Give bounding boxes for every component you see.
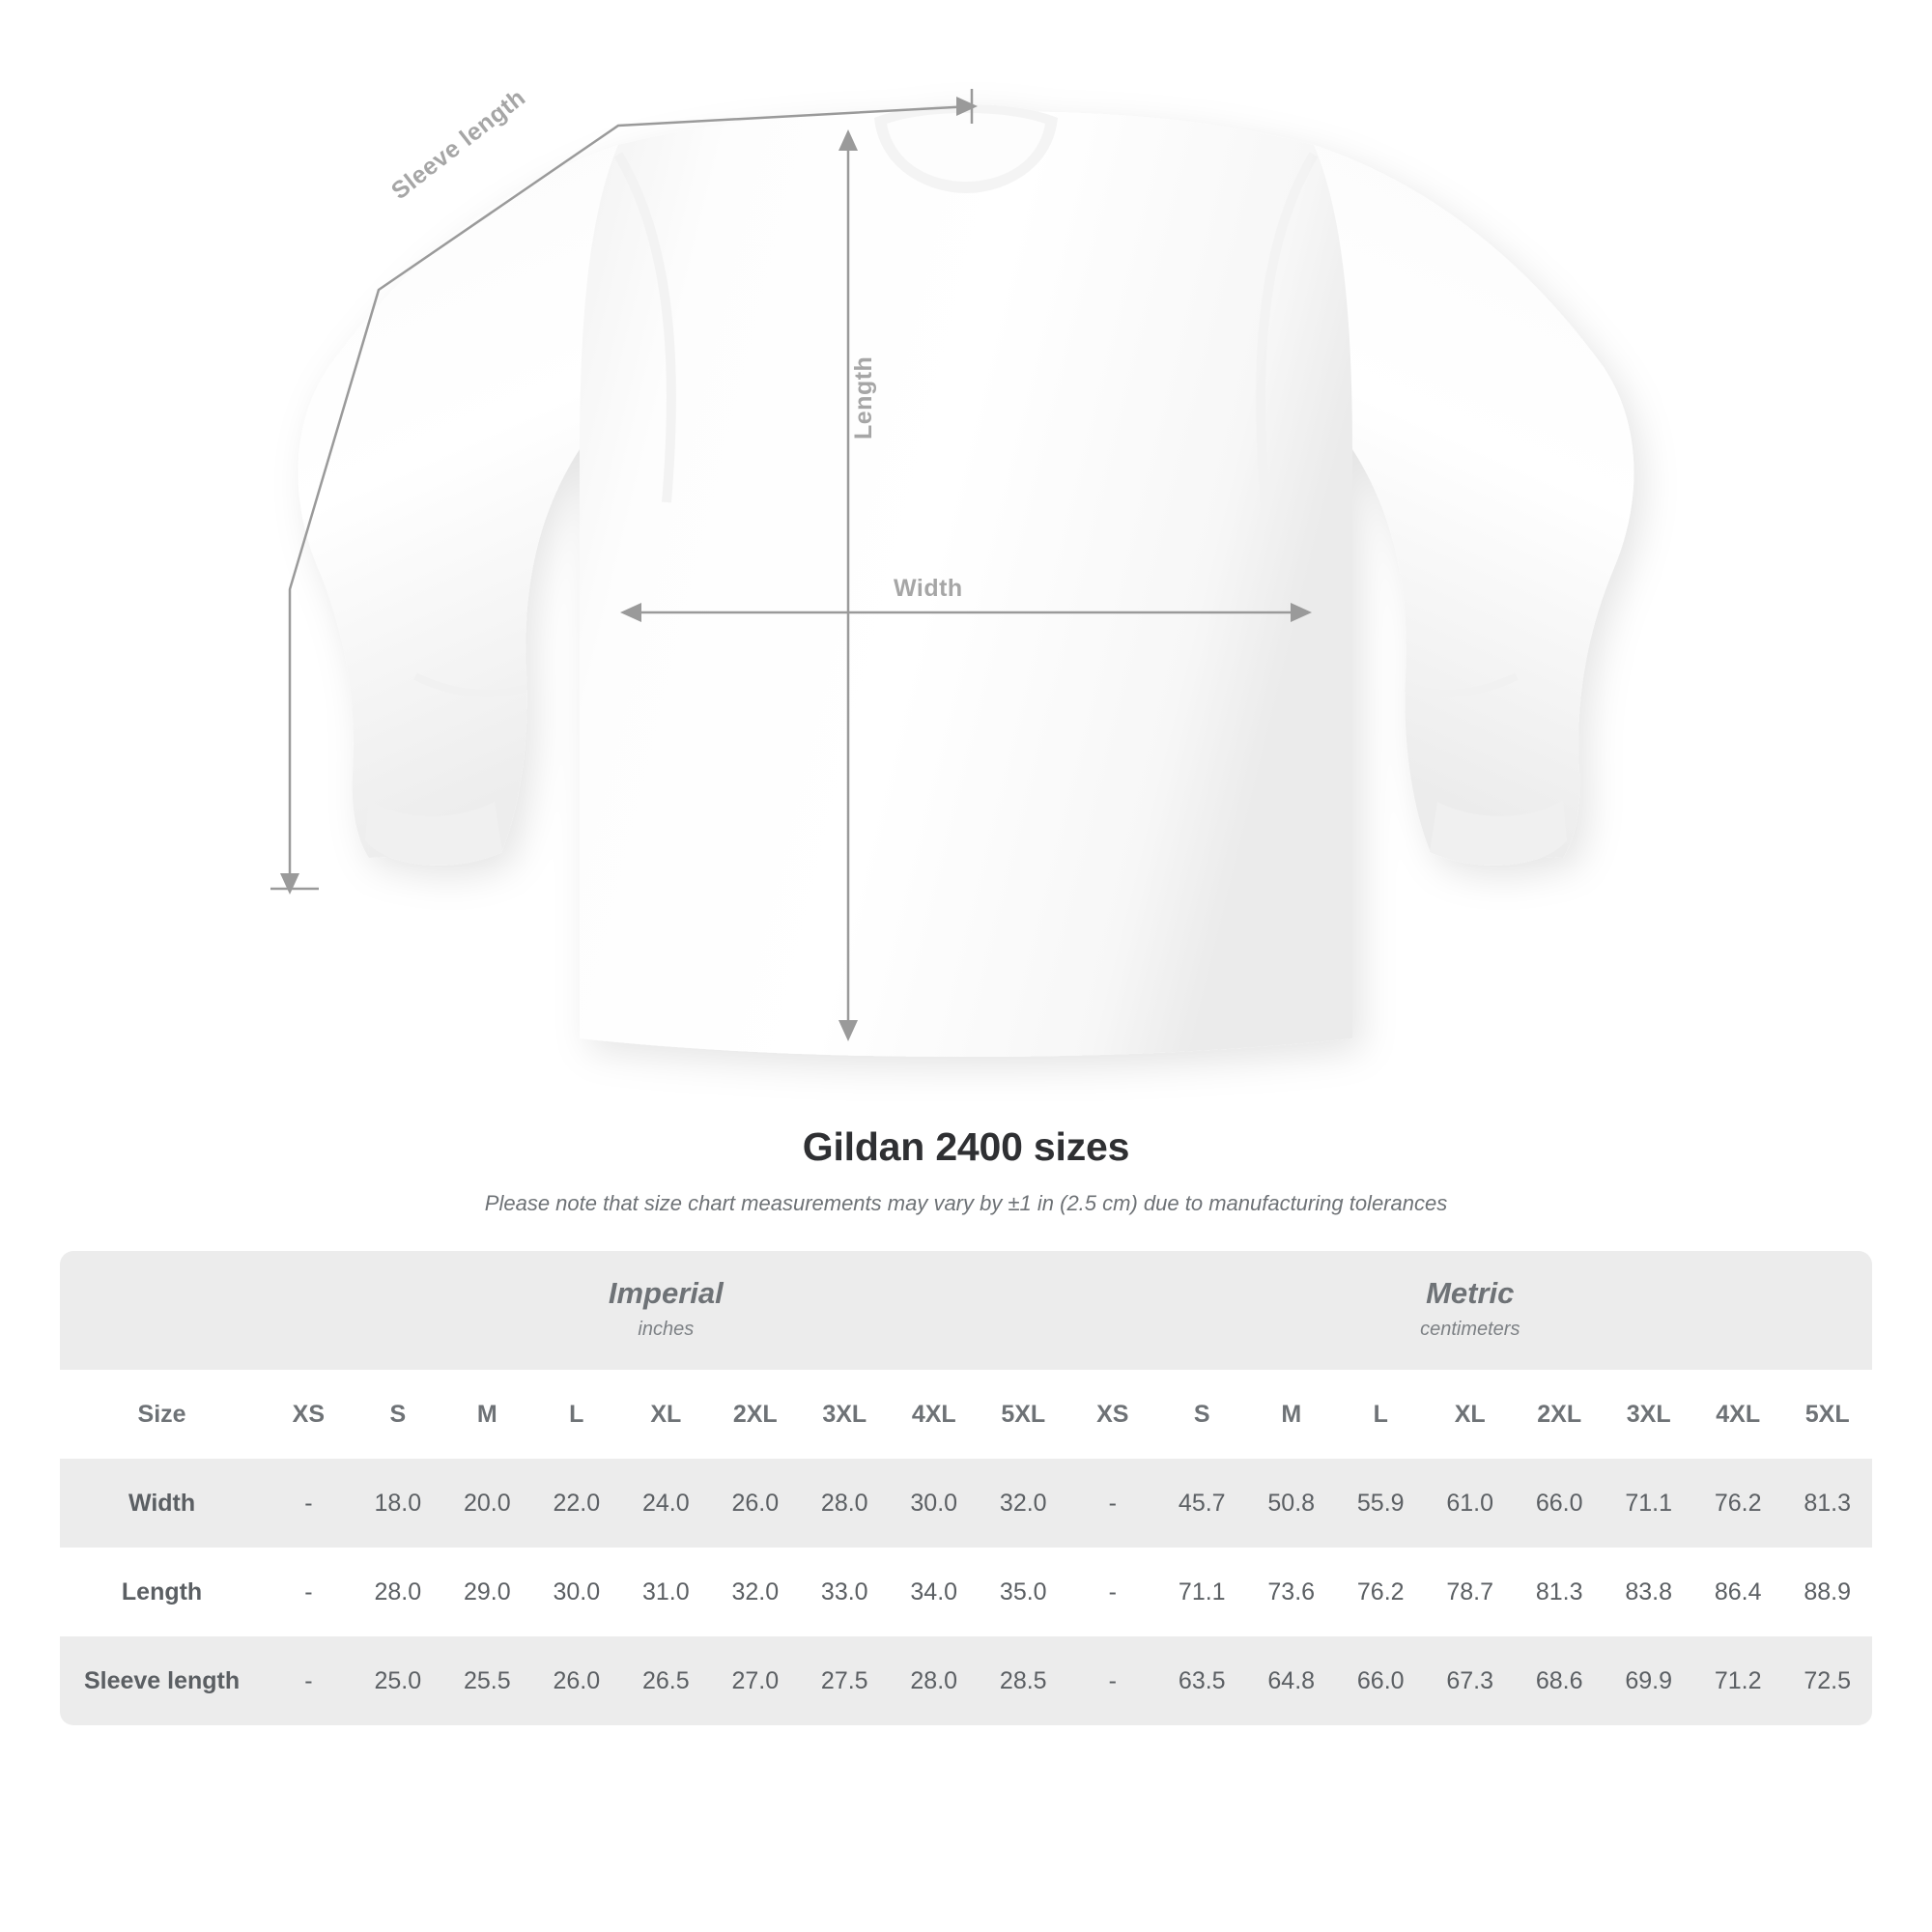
cell-length-met-l: 76.2 — [1336, 1548, 1425, 1636]
cell-width-met-xl: 61.0 — [1425, 1459, 1514, 1548]
cell-length-imp-5xl: 35.0 — [979, 1548, 1068, 1636]
cell-width-met-l: 55.9 — [1336, 1459, 1425, 1548]
cell-width-imp-l: 22.0 — [532, 1459, 621, 1548]
size-header-met-4xl: 4XL — [1693, 1370, 1782, 1459]
cell-length-imp-3xl: 33.0 — [800, 1548, 889, 1636]
cell-length-imp-2xl: 32.0 — [711, 1548, 800, 1636]
cell-width-met-5xl: 81.3 — [1782, 1459, 1872, 1548]
size-header-imp-xs: XS — [264, 1370, 353, 1459]
tolerance-note: Please note that size chart measurements may vary by ±1 in (2.5 cm) due to manufacturing tolerances — [484, 1191, 1448, 1215]
size-header-met-l: L — [1336, 1370, 1425, 1459]
size-header-met-xs: XS — [1068, 1370, 1157, 1459]
cell-sleeve-imp-5xl: 28.5 — [979, 1636, 1068, 1725]
size-header-imp-m: M — [442, 1370, 531, 1459]
table-row — [60, 1636, 1872, 1725]
cell-length-met-xl: 78.7 — [1425, 1548, 1514, 1636]
unit-metric-cell — [1068, 1251, 1872, 1370]
length-dimension-label: Length — [850, 355, 877, 440]
cell-width-imp-4xl: 30.0 — [890, 1459, 979, 1548]
cell-width-imp-m: 20.0 — [442, 1459, 531, 1548]
size-header-met-3xl: 3XL — [1604, 1370, 1692, 1459]
size-header-imp-4xl: 4XL — [890, 1370, 979, 1459]
cell-length-imp-xs: - — [264, 1548, 353, 1636]
size-header-row — [60, 1370, 1872, 1459]
size-header-imp-xl: XL — [621, 1370, 710, 1459]
cell-sleeve-imp-m: 25.5 — [442, 1636, 531, 1725]
title-block — [0, 1124, 1932, 1216]
row-label-sleeve-length: Sleeve length — [60, 1636, 264, 1725]
cell-width-imp-s: 18.0 — [354, 1459, 442, 1548]
cell-sleeve-met-m: 64.8 — [1247, 1636, 1336, 1725]
cell-sleeve-met-l: 66.0 — [1336, 1636, 1425, 1725]
cell-width-met-m: 50.8 — [1247, 1459, 1336, 1548]
cell-sleeve-imp-xs: - — [264, 1636, 353, 1725]
cell-length-met-xs: - — [1068, 1548, 1157, 1636]
cell-sleeve-met-s: 63.5 — [1157, 1636, 1246, 1725]
unit-imperial-label: Imperial — [608, 1276, 724, 1310]
cell-length-imp-4xl: 34.0 — [890, 1548, 979, 1636]
cell-width-met-xs: - — [1068, 1459, 1157, 1548]
size-table — [60, 1251, 1872, 1725]
cell-length-met-m: 73.6 — [1247, 1548, 1336, 1636]
cell-sleeve-imp-xl: 26.5 — [621, 1636, 710, 1725]
unit-imperial-cell — [264, 1251, 1067, 1370]
cell-sleeve-imp-l: 26.0 — [532, 1636, 621, 1725]
size-header-imp-5xl: 5XL — [979, 1370, 1068, 1459]
page-title: Gildan 2400 sizes — [802, 1124, 1130, 1169]
cell-sleeve-met-xs: - — [1068, 1636, 1157, 1725]
cell-sleeve-met-3xl: 69.9 — [1604, 1636, 1692, 1725]
cell-width-imp-3xl: 28.0 — [800, 1459, 889, 1548]
cell-length-met-2xl: 81.3 — [1515, 1548, 1604, 1636]
size-header-imp-s: S — [354, 1370, 442, 1459]
cell-width-met-2xl: 66.0 — [1515, 1459, 1604, 1548]
cell-sleeve-met-2xl: 68.6 — [1515, 1636, 1604, 1725]
cell-sleeve-imp-s: 25.0 — [354, 1636, 442, 1725]
shirt-shape — [298, 104, 1634, 1057]
cell-length-met-s: 71.1 — [1157, 1548, 1246, 1636]
cell-length-imp-xl: 31.0 — [621, 1548, 710, 1636]
unit-header-row — [60, 1251, 1872, 1370]
cell-length-met-3xl: 83.8 — [1604, 1548, 1692, 1636]
row-label-width: Width — [60, 1459, 264, 1548]
size-header-met-2xl: 2XL — [1515, 1370, 1604, 1459]
unit-corner-cell — [60, 1251, 264, 1370]
cell-length-met-4xl: 86.4 — [1693, 1548, 1782, 1636]
cell-length-met-5xl: 88.9 — [1782, 1548, 1872, 1636]
unit-imperial-sublabel: inches — [638, 1319, 695, 1340]
size-header-met-m: M — [1247, 1370, 1336, 1459]
unit-metric-sublabel: centimeters — [1420, 1319, 1520, 1340]
row-label-length: Length — [60, 1548, 264, 1636]
size-header-met-5xl: 5XL — [1782, 1370, 1872, 1459]
cell-sleeve-met-5xl: 72.5 — [1782, 1636, 1872, 1725]
cell-length-imp-l: 30.0 — [532, 1548, 621, 1636]
cell-width-imp-xs: - — [264, 1459, 353, 1548]
cell-length-imp-m: 29.0 — [442, 1548, 531, 1636]
cell-width-met-4xl: 76.2 — [1693, 1459, 1782, 1548]
cell-sleeve-imp-3xl: 27.5 — [800, 1636, 889, 1725]
unit-metric-label: Metric — [1426, 1276, 1515, 1310]
cell-sleeve-imp-2xl: 27.0 — [711, 1636, 800, 1725]
size-header-met-xl: XL — [1425, 1370, 1514, 1459]
cell-width-imp-5xl: 32.0 — [979, 1459, 1068, 1548]
table-row — [60, 1459, 1872, 1548]
size-header-imp-3xl: 3XL — [800, 1370, 889, 1459]
cell-width-imp-xl: 24.0 — [621, 1459, 710, 1548]
sleeve-length-dimension-label: Sleeve length — [386, 83, 531, 206]
size-header-imp-2xl: 2XL — [711, 1370, 800, 1459]
cell-width-met-3xl: 71.1 — [1604, 1459, 1692, 1548]
size-header-met-s: S — [1157, 1370, 1246, 1459]
table-row — [60, 1548, 1872, 1636]
cell-sleeve-imp-4xl: 28.0 — [890, 1636, 979, 1725]
size-header-label: Size — [60, 1370, 264, 1459]
size-header-imp-l: L — [532, 1370, 621, 1459]
cell-width-imp-2xl: 26.0 — [711, 1459, 800, 1548]
cell-length-imp-s: 28.0 — [354, 1548, 442, 1636]
cell-sleeve-met-xl: 67.3 — [1425, 1636, 1514, 1725]
width-dimension-label: Width — [894, 575, 963, 602]
cell-sleeve-met-4xl: 71.2 — [1693, 1636, 1782, 1725]
cell-width-met-s: 45.7 — [1157, 1459, 1246, 1548]
size-table-container — [60, 1251, 1872, 1725]
